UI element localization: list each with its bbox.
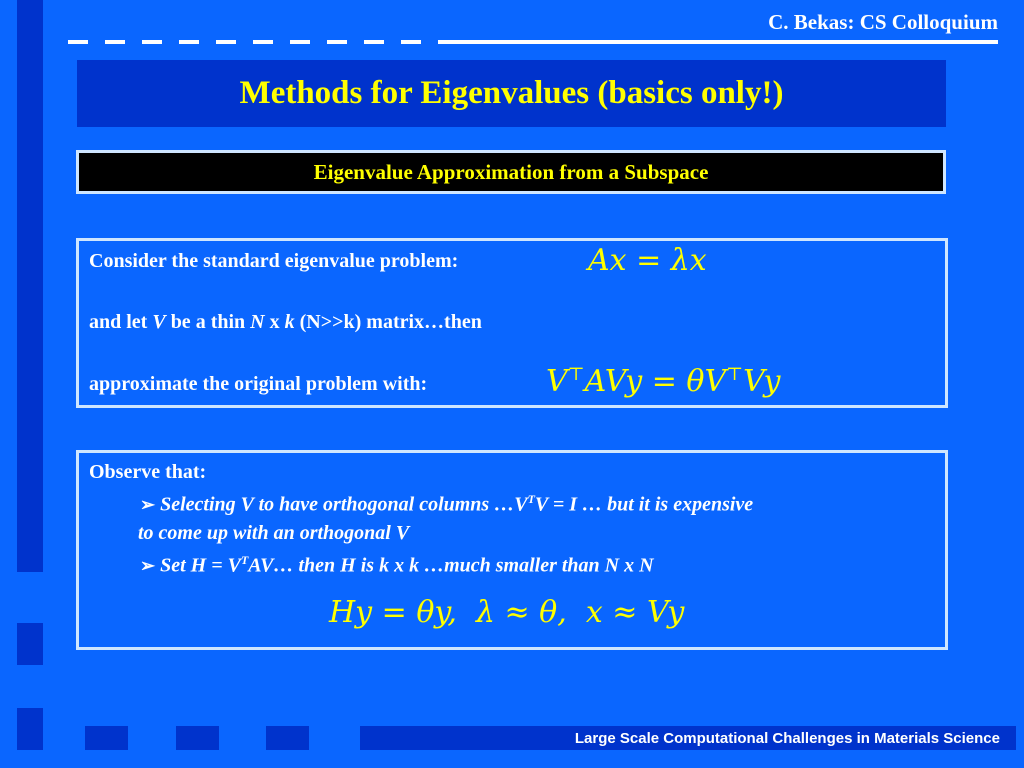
bullet-item-orthogonal-continued — [138, 522, 409, 545]
b2-sup: T — [240, 553, 249, 567]
footer-square-3 — [266, 726, 309, 750]
observe-heading: Observe that: — [89, 461, 207, 483]
b1-sup: T — [527, 492, 535, 506]
footer-square-2 — [176, 726, 219, 750]
arrow-bullet-icon: ➢ — [140, 494, 156, 515]
bullet-item-orthogonal — [140, 492, 753, 517]
b1-pre: Selecting V to have orthogonal columns …V — [155, 493, 528, 516]
equation-ritz-approximation: Hy = θy, λ ≈ θ, x ≈ Vy — [329, 595, 685, 630]
eq2-a: V — [546, 364, 568, 399]
b1-cont: to come up with an orthogonal V — [138, 522, 410, 544]
left-square-lower — [17, 708, 43, 750]
line2-part1: and let — [89, 311, 153, 333]
line2-n: N — [250, 311, 265, 333]
left-vertical-bar — [17, 0, 43, 572]
b1-post: V = I … but it is expensive — [534, 493, 754, 516]
equation-projected-eigenproblem — [546, 364, 780, 399]
problem-line-3: approximate the original problem with: — [89, 373, 428, 395]
problem-line-2 — [89, 311, 482, 334]
slide-title: Methods for Eigenvalues (basics only!) — [239, 75, 784, 111]
slide-title-box — [77, 60, 946, 127]
line2-part3: x — [264, 311, 285, 333]
eq2-b-sup: ⊤ — [726, 364, 744, 385]
line2-v: V — [152, 311, 166, 333]
line2-part4: (N>>k) matrix…then — [294, 311, 482, 333]
problem-line-1: Consider the standard eigenvalue problem: — [89, 250, 459, 272]
b2-post: AV… then H is k x k …much smaller than N x N — [248, 554, 654, 577]
eq2-b: AVy = θV — [584, 364, 727, 399]
footer-text: Large Scale Computational Challenges in Materials Science — [574, 729, 1000, 747]
eq2-a-sup: ⊤ — [567, 364, 585, 385]
header-author-text: C. Bekas: CS Colloquium — [768, 10, 998, 34]
left-square-upper — [17, 623, 43, 665]
eq2-c: Vy — [743, 364, 781, 399]
bullet-item-set-h — [140, 553, 654, 578]
footer-bar — [360, 726, 1016, 750]
arrow-bullet-icon: ➢ — [140, 555, 156, 576]
header-dashed-divider — [68, 40, 998, 44]
equation-standard-eigenproblem: Ax = λx — [588, 243, 707, 278]
b2-pre: Set H = V — [155, 554, 241, 577]
line2-k: k — [284, 311, 295, 333]
footer-square-1 — [85, 726, 128, 750]
section-subtitle-box — [76, 150, 946, 194]
section-subtitle: Eigenvalue Approximation from a Subspace — [313, 159, 709, 184]
line2-part2: be a thin — [165, 311, 251, 333]
